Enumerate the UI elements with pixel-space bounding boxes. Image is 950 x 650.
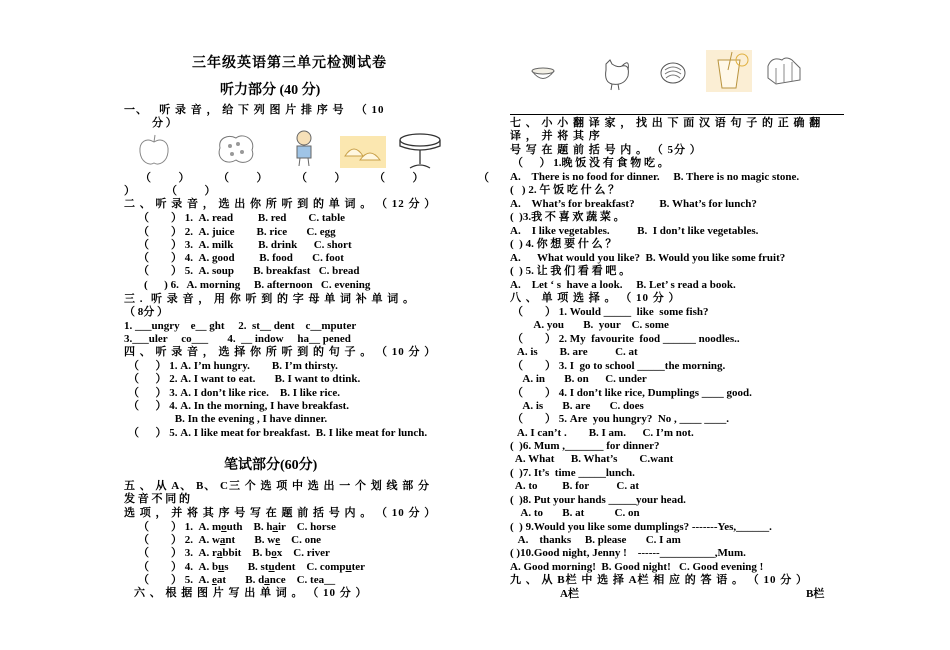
section-2-item: （ ） 5. A. soup B. breakfast C. bread [138, 265, 360, 277]
section-4-item: B. In the evening , I have dinner. [128, 413, 328, 425]
section-8-item: （ ） 5. Are you hungry? No , ____ ____. [512, 413, 730, 425]
answer-blank-5-open[interactable]: （ [478, 172, 489, 184]
answer-blank-2[interactable]: （ ） [218, 172, 268, 184]
section-8-item: （ ） 3. I go to school _____the morning. [512, 360, 726, 372]
section-4-item: （ ） 5. A. I like meat for breakfast. B. I like meat for lunch. [128, 427, 428, 439]
divider-line [510, 114, 844, 115]
section-7-item: ( ) 2. 午 饭 吃 什 么 ？ [510, 184, 620, 196]
section-2-item: ( ) 6. A. morning B. afternoon C. evening [144, 279, 371, 291]
page-title: 三年级英语第三单元检测试卷 [192, 56, 387, 71]
section-7-heading-cont: 译 ， 并 将 其 序 [510, 130, 601, 142]
section-8-item: （ ） 4. I don’t like rice, Dumplings ____ good. [512, 387, 752, 399]
section-7-item: A. I like vegetables. B. I don’t like vegetables. [510, 225, 759, 237]
noodles-picture [658, 60, 688, 86]
rooster-picture [598, 56, 632, 92]
section-5-heading-cont: 发 音 不 同 的 [124, 493, 190, 505]
section-7-heading: 七 、 小 小 翻 译 家 ， 找 出 下 面 汉 语 句 子 的 正 确 翻 [510, 117, 822, 129]
section-3-heading: 三 . 听 录 音 ， 用 你 听 到 的 字 母 单 词 补 单 词 。 [124, 293, 415, 305]
section-3-heading-cont: （ 8分 ） [124, 306, 168, 318]
section-5-item: （ ） 1. A. mouth B. hair C. horse [138, 521, 336, 533]
section-8-item: A. to B. at C. on [510, 507, 640, 519]
section-7-item: A. There is no food for dinner. B. There is no magic stone. [510, 171, 800, 183]
section-5-heading: 五 、 从 A、 B、 C三 个 选 项 中 选 出 一 个 划 线 部 分 [124, 480, 430, 492]
section-8-item: ( )10.Good night, Jenny ! ------__________,Mum. [510, 547, 746, 559]
section-5-item: （ ） 5. A. eat B. dance C. tea__ [138, 574, 336, 586]
section-9-heading: 九 、 从 B栏 中 选 择 A栏 相 应 的 答 语 。 （ 10 分 ） [510, 574, 809, 586]
section-4-item: （ ） 2. A. I want to eat. B. I want to dtink. [128, 373, 361, 385]
column-a-label: A栏 [560, 588, 579, 600]
section-8-item: ( )7. It’s time _____lunch. [510, 467, 635, 479]
bowl-picture [530, 64, 556, 84]
section-4-item: （ ） 4. A. In the morning, I have breakfast. [128, 400, 350, 412]
apple-picture [136, 132, 172, 168]
section-2-item: （ ） 4. A. good B. food C. foot [138, 252, 344, 264]
section-7-item: ( ) 5. 让 我 们 看 看 吧 。 [510, 265, 631, 277]
section-8-item: ( )8. Put your hands _____your head. [510, 494, 686, 506]
section-2-item: （ ） 1. A. read B. red C. table [138, 212, 346, 224]
section-1-heading: 一、 听 录 音 ， 给 下 列 图 片 排 序 号 （ 10 [124, 104, 385, 116]
section-6-heading: 六 、 根 据 图 片 写 出 单 词 。 （ 10 分 ） [134, 587, 368, 599]
section-7-heading-cont2: 号 写 在 题 前 括 号 内 。 （ 5分 ） [510, 144, 702, 156]
section-8-item: （ ） 1. Would _____ like some fish? [512, 306, 709, 318]
column-b-label: B栏 [806, 588, 825, 600]
section-7-item: （ ） 1.晚 饭 没 有 食 物 吃 。 [512, 157, 669, 169]
section-1-heading-cont: 分 ） [152, 117, 177, 129]
section-8-item: A. is B. are C. at [512, 346, 638, 358]
section-7-item: ( )3.我 不 喜 欢 蔬 菜 。 [510, 211, 625, 223]
section-5-heading-cont2: 选 项 ， 并 将 其 序 号 写 在 题 前 括 号 内 。 （ 10 分 ） [124, 507, 437, 519]
section-7-item: A. Let ‘ s have a look. B. Let’ s read a book. [510, 279, 736, 291]
section-7-item: A. What would you like? B. Would you like some fruit? [510, 252, 786, 264]
section-4-heading: 四 、 听 录 音 ， 选 择 你 所 听 到 的 句 子 。 （ 10 分 ） [124, 346, 437, 358]
bread-picture [764, 54, 804, 86]
section-5-item: （ ） 2. A. want B. we C. one [138, 534, 322, 546]
section-8-item: A. thanks B. please C. I am [510, 534, 681, 546]
section-8-heading: 八 、 单 项 选 择 。 （ 10 分 ） [510, 292, 681, 304]
section-7-item: A. What’s for breakfast? B. What’s for lunch? [510, 198, 757, 210]
listening-title: 听力部分 (40 分) [220, 83, 321, 98]
section-2-item: （ ） 2. A. juice B. rice C. egg [138, 226, 336, 238]
section-8-item: A. to B. for C. at [510, 480, 640, 492]
answer-blank-1[interactable]: （ ） [140, 172, 190, 184]
section-3-line: 3.___uler co___ 4. __ indow ha__ pened [124, 333, 351, 345]
section-4-item: （ ） 3. A. I don’t like rice. B. I like rice. [128, 387, 341, 399]
answer-blank-4[interactable]: （ ） [374, 172, 424, 184]
section-8-item: A. Good morning! B. Good night! C. Good evening ! [510, 561, 764, 573]
section-5-item: （ ） 3. A. rabbit B. box C. river [138, 547, 330, 559]
section-2-item: （ ） 3. A. milk B. drink C. short [138, 239, 352, 251]
boy-picture [290, 128, 318, 168]
answer-blank-3[interactable]: （ ） [296, 172, 346, 184]
section-8-item: A. I can’t . B. I am. C. I’m not. [512, 427, 694, 439]
section-8-item: A. you B. your C. some [512, 319, 669, 331]
section-5-item: （ ） 4. A. bus B. student C. computer [138, 561, 366, 573]
answer-blank-6[interactable]: （ ） [166, 185, 216, 197]
section-8-item: （ ） 2. My favourite food ______ noodles.. [512, 333, 740, 345]
juice-picture [706, 50, 752, 92]
section-8-item: ( )6. Mum ,_______ for dinner? [510, 440, 660, 452]
section-8-item: A. is B. are C. does [512, 400, 644, 412]
section-8-item: A. in B. on C. under [512, 373, 647, 385]
writing-title: 笔试部分(60分) [224, 458, 318, 473]
section-7-item: ( ) 4. 你 想 要 什 么 ？ [510, 238, 617, 250]
answer-blank-5-close[interactable]: ） [124, 185, 135, 197]
section-4-item: （ ） 1. A. I’m hungry. B. I’m thirsty. [128, 360, 338, 372]
section-2-heading: 二 、 听 录 音 ， 选 出 你 所 听 到 的 单 词 。 （ 12 分 ） [124, 198, 437, 210]
dumplings-picture [340, 136, 386, 168]
table-picture [398, 130, 442, 170]
section-3-line: 1. ___ungry e__ ght 2. st__ dent c__mputer [124, 320, 357, 332]
section-8-item: A. What B. What’s C.want [510, 453, 674, 465]
section-8-item: ( ) 9.Would you like some dumplings? -------Yes,______. [510, 521, 772, 533]
rice-picture [214, 130, 258, 168]
